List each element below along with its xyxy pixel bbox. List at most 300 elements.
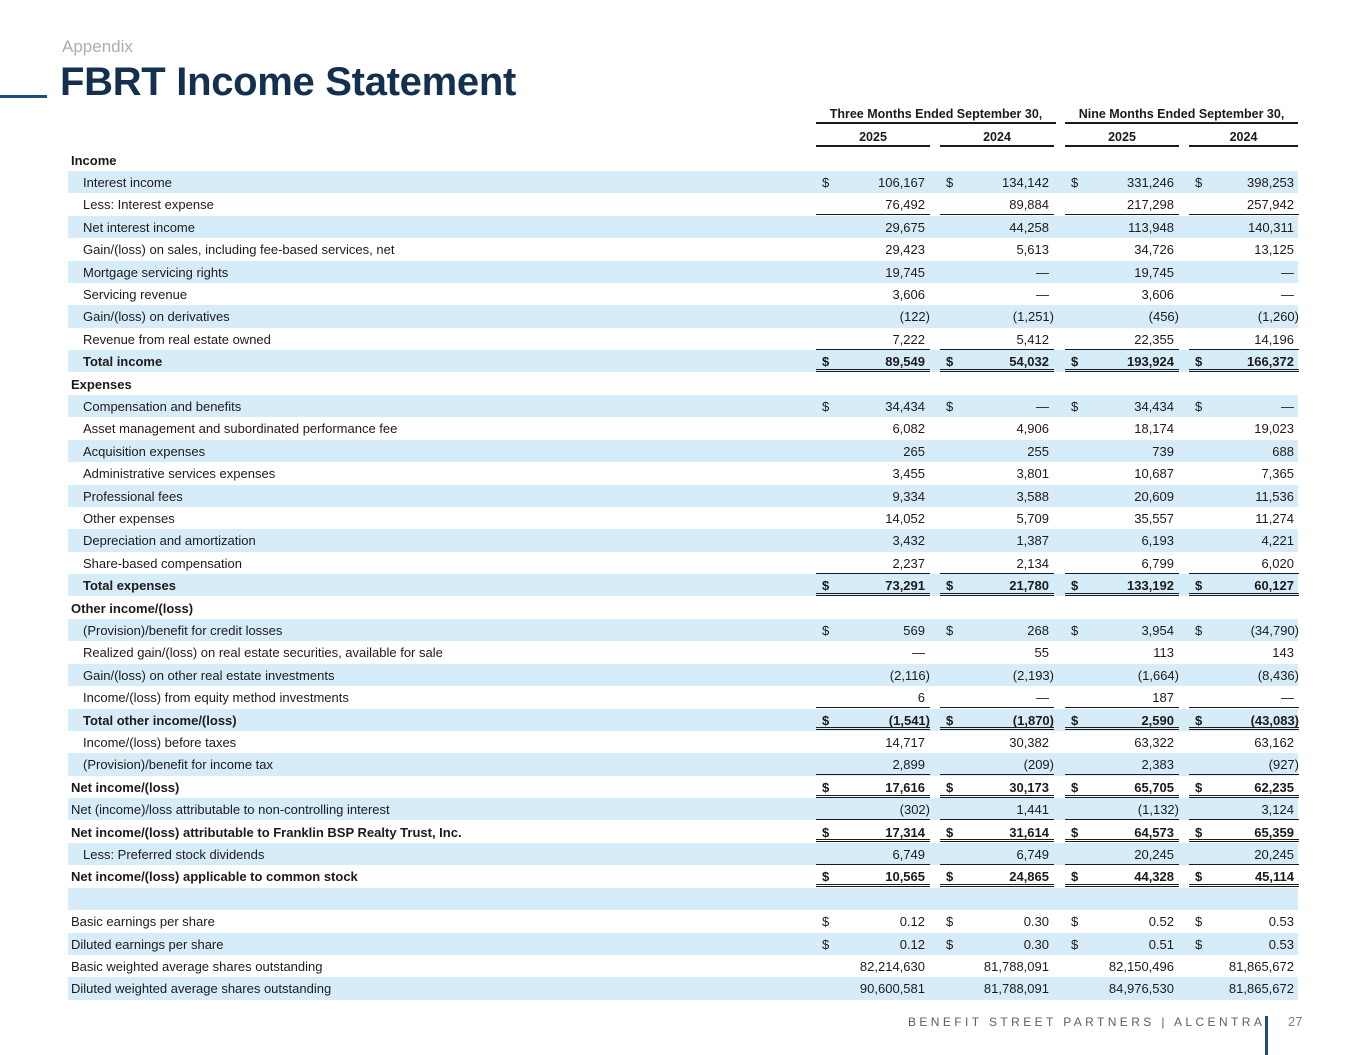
cell-value: 63,322 — [1134, 734, 1174, 750]
cell-value: 331,246 — [1127, 174, 1174, 190]
value-cell — [816, 641, 930, 663]
value-cell — [940, 440, 1054, 462]
cell-value: 2,899 — [892, 757, 925, 773]
value-cell — [1189, 664, 1299, 686]
page-number: 27 — [1288, 1014, 1303, 1029]
cell-value: 10,687 — [1134, 466, 1174, 482]
cell-value: 29,423 — [885, 242, 925, 258]
value-cell — [1189, 440, 1299, 462]
currency-symbol: $ — [1071, 578, 1079, 594]
cell-value: 45,114 — [1254, 869, 1294, 885]
cell-value: 19,745 — [1134, 264, 1174, 280]
cell-value: 5,613 — [1016, 242, 1049, 258]
value-cell — [1065, 417, 1179, 439]
cell-value: 7,222 — [892, 331, 925, 347]
row-label: (Provision)/benefit for income tax — [83, 757, 274, 773]
cell-value: 14,196 — [1254, 331, 1294, 347]
row-label: Net income/(loss) — [71, 779, 180, 795]
value-cell — [1189, 193, 1299, 215]
value-cell — [816, 910, 930, 932]
value-cell — [940, 395, 1054, 417]
value-cell — [816, 283, 930, 305]
cell-value: (34,790) — [1250, 622, 1299, 638]
value-cell — [1189, 529, 1299, 551]
value-cell — [1065, 977, 1179, 999]
value-cell — [940, 507, 1054, 529]
value-cell — [1065, 709, 1179, 731]
row-label: Diluted earnings per share — [71, 936, 224, 952]
table-row — [68, 865, 1298, 887]
value-cell — [1189, 216, 1299, 238]
cell-value: 81,788,091 — [983, 981, 1049, 997]
value-cell — [1189, 328, 1299, 350]
currency-symbol: $ — [822, 779, 830, 795]
value-cell — [816, 350, 930, 372]
section-label: Appendix — [62, 37, 133, 56]
value-cell — [940, 753, 1054, 775]
value-cell — [1189, 350, 1299, 372]
value-cell — [816, 417, 930, 439]
cell-value: 20,609 — [1134, 488, 1174, 504]
value-cell — [816, 821, 930, 843]
value-cell — [1189, 933, 1299, 955]
currency-symbol: $ — [1195, 578, 1203, 594]
cell-value: — — [1036, 286, 1049, 302]
cell-value: 134,142 — [1002, 174, 1049, 190]
value-cell — [816, 731, 930, 753]
row-label: Net (income)/loss attributable to non-controlling interest — [71, 802, 390, 818]
column-year-3: 2025 — [1108, 130, 1136, 144]
value-cell — [1065, 865, 1179, 887]
currency-symbol: $ — [1071, 914, 1079, 930]
value-cell — [1065, 731, 1179, 753]
value-cell — [1189, 238, 1299, 260]
value-cell — [816, 193, 930, 215]
cell-value: 10,565 — [885, 869, 925, 885]
cell-value: 0.12 — [899, 914, 925, 930]
cell-value: 6,020 — [1261, 555, 1294, 571]
value-cell — [816, 977, 930, 999]
value-cell — [940, 798, 1054, 820]
currency-symbol: $ — [1071, 354, 1079, 370]
currency-symbol: $ — [1071, 824, 1079, 840]
row-label: Basic earnings per share — [71, 914, 215, 930]
column-year-2: 2024 — [983, 130, 1011, 144]
column-group-three-months-underline — [816, 122, 1056, 124]
cell-value: 17,314 — [885, 824, 925, 840]
value-cell — [940, 552, 1054, 574]
value-cell — [1065, 193, 1179, 215]
section-header-row — [68, 149, 1298, 171]
cell-value: 3,124 — [1261, 802, 1294, 818]
cell-value: 2,383 — [1141, 757, 1174, 773]
currency-symbol: $ — [946, 779, 954, 795]
row-label: Compensation and benefits — [83, 398, 242, 414]
cell-value: 20,245 — [1254, 846, 1294, 862]
cell-value: 30,173 — [1009, 779, 1049, 795]
table-row — [68, 641, 1298, 663]
cell-value: 81,865,672 — [1228, 981, 1294, 997]
table-row — [68, 507, 1298, 529]
cell-value: 19,745 — [885, 264, 925, 280]
cell-value: (2,116) — [889, 667, 930, 683]
table-row — [68, 574, 1298, 596]
value-cell — [1189, 843, 1299, 865]
cell-value: 35,557 — [1134, 510, 1174, 526]
value-cell — [940, 977, 1054, 999]
cell-value: (1,132) — [1137, 802, 1179, 818]
cell-value: 84,976,530 — [1108, 981, 1174, 997]
cell-value: 2,237 — [892, 555, 925, 571]
column-year-2-underline — [940, 145, 1054, 147]
cell-value: 81,788,091 — [983, 958, 1049, 974]
table-row — [68, 440, 1298, 462]
cell-value: 13,125 — [1254, 242, 1294, 258]
value-cell — [1189, 641, 1299, 663]
currency-symbol: $ — [946, 578, 954, 594]
table-row — [68, 910, 1298, 932]
value-cell — [1189, 821, 1299, 843]
cell-value: 14,717 — [885, 734, 925, 750]
currency-symbol: $ — [1195, 712, 1203, 728]
value-cell — [816, 305, 930, 327]
value-cell — [1065, 798, 1179, 820]
cell-value: 18,174 — [1134, 421, 1174, 437]
value-cell — [816, 395, 930, 417]
cell-value: (1,541) — [888, 712, 930, 728]
currency-symbol: $ — [946, 622, 954, 638]
page-title: FBRT Income Statement — [60, 60, 516, 104]
table-row — [68, 216, 1298, 238]
value-cell — [816, 664, 930, 686]
table-row — [68, 238, 1298, 260]
value-cell — [1189, 619, 1299, 641]
cell-value: 6,749 — [1016, 846, 1049, 862]
cell-value: 0.52 — [1148, 914, 1174, 930]
cell-value: — — [1281, 286, 1294, 302]
table-row — [68, 328, 1298, 350]
row-label: Income/(loss) before taxes — [83, 734, 237, 750]
cell-value: 11,536 — [1255, 488, 1294, 504]
cell-value: (1,870) — [1012, 712, 1054, 728]
cell-value: 6,193 — [1141, 533, 1174, 549]
cell-value: 3,606 — [1141, 286, 1174, 302]
value-cell — [940, 574, 1054, 596]
value-cell — [816, 574, 930, 596]
cell-value: 569 — [903, 622, 925, 638]
row-label: Net income/(loss) attributable to Franklin BSP Realty Trust, Inc. — [71, 824, 462, 840]
spacer-row — [68, 888, 1298, 910]
value-cell — [1189, 552, 1299, 574]
value-cell — [1189, 753, 1299, 775]
cell-value: 9,334 — [892, 488, 925, 504]
cell-value: (1,251) — [1012, 309, 1054, 325]
value-cell — [1189, 507, 1299, 529]
value-cell — [1189, 485, 1299, 507]
cell-value: 255 — [1027, 443, 1049, 459]
cell-value: — — [912, 645, 925, 661]
row-label: Total other income/(loss) — [83, 712, 237, 728]
cell-value: 11,274 — [1255, 510, 1294, 526]
cell-value: 0.12 — [899, 936, 925, 952]
value-cell — [940, 843, 1054, 865]
table-row — [68, 462, 1298, 484]
table-row — [68, 686, 1298, 708]
currency-symbol: $ — [1195, 936, 1203, 952]
currency-symbol: $ — [1071, 712, 1079, 728]
table-row — [68, 305, 1298, 327]
value-cell — [1189, 283, 1299, 305]
cell-value: 217,298 — [1127, 197, 1174, 213]
value-cell — [816, 328, 930, 350]
value-cell — [1189, 776, 1299, 798]
row-label: Gain/(loss) on derivatives — [83, 309, 230, 325]
cell-value: 4,906 — [1016, 421, 1049, 437]
cell-value: (456) — [1148, 309, 1179, 325]
currency-symbol: $ — [1071, 936, 1079, 952]
column-group-nine-months-underline — [1065, 122, 1298, 124]
value-cell — [816, 485, 930, 507]
value-cell — [1065, 664, 1179, 686]
table-row — [68, 798, 1298, 820]
value-cell — [940, 664, 1054, 686]
section-header-row — [68, 373, 1298, 395]
value-cell — [1189, 305, 1299, 327]
currency-symbol: $ — [946, 824, 954, 840]
value-cell — [1065, 641, 1179, 663]
value-cell — [940, 910, 1054, 932]
column-group-nine-months: Nine Months Ended September 30, — [1078, 107, 1285, 121]
currency-symbol: $ — [822, 936, 830, 952]
cell-value: (122) — [899, 309, 930, 325]
cell-value: 0.51 — [1148, 936, 1174, 952]
row-label: (Provision)/benefit for credit losses — [83, 622, 283, 638]
row-label: Income — [71, 152, 117, 168]
currency-symbol: $ — [822, 869, 830, 885]
cell-value: 6,799 — [1141, 555, 1174, 571]
value-cell — [816, 462, 930, 484]
row-label: Net interest income — [83, 219, 195, 235]
value-cell — [1065, 843, 1179, 865]
cell-value: 398,253 — [1247, 174, 1294, 190]
value-cell — [816, 507, 930, 529]
value-cell — [940, 193, 1054, 215]
value-cell — [940, 238, 1054, 260]
cell-value: 90,600,581 — [859, 981, 925, 997]
value-cell — [816, 933, 930, 955]
value-cell — [1065, 910, 1179, 932]
currency-symbol: $ — [1071, 869, 1079, 885]
currency-symbol: $ — [946, 398, 954, 414]
table-row — [68, 395, 1298, 417]
value-cell — [1065, 529, 1179, 551]
table-row — [68, 731, 1298, 753]
value-cell — [816, 709, 930, 731]
row-label: Administrative services expenses — [83, 466, 276, 482]
row-label: Total expenses — [83, 578, 176, 594]
currency-symbol: $ — [946, 712, 954, 728]
table-row — [68, 664, 1298, 686]
value-cell — [1189, 171, 1299, 193]
cell-value: 89,549 — [885, 354, 925, 370]
value-cell — [940, 261, 1054, 283]
column-group-three-months: Three Months Ended September 30, — [829, 107, 1043, 121]
value-cell — [816, 865, 930, 887]
value-cell — [940, 709, 1054, 731]
value-cell — [1065, 440, 1179, 462]
table-row — [68, 843, 1298, 865]
value-cell — [816, 753, 930, 775]
row-label: Realized gain/(loss) on real estate securities, available for sale — [83, 645, 443, 661]
value-cell — [1065, 283, 1179, 305]
currency-symbol: $ — [1195, 824, 1203, 840]
row-label: Less: Interest expense — [83, 197, 214, 213]
value-cell — [1065, 552, 1179, 574]
value-cell — [816, 238, 930, 260]
row-label: Other expenses — [83, 510, 175, 526]
currency-symbol: $ — [946, 869, 954, 885]
cell-value: 106,167 — [878, 174, 925, 190]
cell-value: (2,193) — [1012, 667, 1054, 683]
value-cell — [816, 776, 930, 798]
table-row — [68, 350, 1298, 372]
table-row — [68, 821, 1298, 843]
currency-symbol: $ — [1071, 174, 1079, 190]
value-cell — [940, 529, 1054, 551]
currency-symbol: $ — [822, 712, 830, 728]
cell-value: 64,573 — [1134, 824, 1174, 840]
cell-value: 3,801 — [1016, 466, 1049, 482]
value-cell — [940, 821, 1054, 843]
cell-value: 7,365 — [1261, 466, 1294, 482]
cell-value: 3,954 — [1141, 622, 1174, 638]
row-label: Total income — [83, 354, 163, 370]
table-row — [68, 552, 1298, 574]
value-cell — [940, 955, 1054, 977]
cell-value: 22,355 — [1134, 331, 1174, 347]
value-cell — [1189, 910, 1299, 932]
cell-value: 140,311 — [1247, 219, 1294, 235]
cell-value: 3,455 — [892, 466, 925, 482]
cell-value: 143 — [1272, 645, 1294, 661]
value-cell — [1065, 216, 1179, 238]
cell-value: 739 — [1152, 443, 1174, 459]
value-cell — [940, 462, 1054, 484]
value-cell — [1189, 261, 1299, 283]
row-label: Diluted weighted average shares outstanding — [71, 981, 332, 997]
value-cell — [940, 933, 1054, 955]
row-label: Gain/(loss) on other real estate investments — [83, 667, 335, 683]
currency-symbol: $ — [1195, 869, 1203, 885]
cell-value: (8,436) — [1257, 667, 1299, 683]
row-label: Share-based compensation — [83, 555, 242, 571]
cell-value: 0.53 — [1268, 936, 1294, 952]
cell-value: 29,675 — [885, 219, 925, 235]
cell-value: — — [1281, 398, 1294, 414]
cell-value: 62,235 — [1254, 779, 1294, 795]
cell-value: — — [1036, 690, 1049, 706]
cell-value: 44,328 — [1134, 869, 1174, 885]
value-cell — [1189, 395, 1299, 417]
value-cell — [1065, 507, 1179, 529]
row-label: Revenue from real estate owned — [83, 331, 271, 347]
cell-value: (209) — [1023, 757, 1054, 773]
value-cell — [1189, 417, 1299, 439]
value-cell — [940, 216, 1054, 238]
value-cell — [1065, 955, 1179, 977]
row-label: Expenses — [71, 376, 132, 392]
row-label: Interest income — [83, 174, 172, 190]
currency-symbol: $ — [822, 354, 830, 370]
value-cell — [816, 955, 930, 977]
value-cell — [940, 619, 1054, 641]
row-label: Gain/(loss) on sales, including fee-based services, net — [83, 242, 395, 258]
row-label: Less: Preferred stock dividends — [83, 846, 265, 862]
value-cell — [1189, 686, 1299, 708]
cell-value: 21,780 — [1009, 578, 1049, 594]
cell-value: 0.53 — [1268, 914, 1294, 930]
value-cell — [940, 283, 1054, 305]
cell-value: 3,588 — [1016, 488, 1049, 504]
cell-value: — — [1036, 264, 1049, 280]
cell-value: 1,387 — [1016, 533, 1049, 549]
cell-value: 60,127 — [1254, 578, 1294, 594]
value-cell — [1065, 821, 1179, 843]
cell-value: 81,865,672 — [1228, 958, 1294, 974]
currency-symbol: $ — [946, 914, 954, 930]
cell-value: 113,948 — [1127, 219, 1174, 235]
value-cell — [1189, 798, 1299, 820]
value-cell — [816, 171, 930, 193]
cell-value: 187 — [1152, 690, 1174, 706]
value-cell — [816, 552, 930, 574]
footer-brand: BENEFIT STREET PARTNERS | ALCENTRA — [908, 1015, 1266, 1029]
cell-value: 65,705 — [1134, 779, 1174, 795]
cell-value: 73,291 — [885, 578, 925, 594]
row-label: Asset management and subordinated performance fee — [83, 421, 398, 437]
currency-symbol: $ — [822, 174, 830, 190]
cell-value: 14,052 — [885, 510, 925, 526]
cell-value: 54,032 — [1009, 354, 1049, 370]
currency-symbol: $ — [822, 824, 830, 840]
cell-value: 193,924 — [1127, 354, 1174, 370]
value-cell — [1065, 686, 1179, 708]
table-row — [68, 776, 1298, 798]
cell-value: 82,214,630 — [859, 958, 925, 974]
cell-value: 166,372 — [1247, 354, 1294, 370]
cell-value: 688 — [1272, 443, 1294, 459]
cell-value: 82,150,496 — [1108, 958, 1174, 974]
cell-value: 6,082 — [892, 421, 925, 437]
table-row — [68, 485, 1298, 507]
column-year-1: 2025 — [859, 130, 887, 144]
cell-value: 89,884 — [1009, 197, 1049, 213]
value-cell — [816, 686, 930, 708]
row-label: Basic weighted average shares outstanding — [71, 958, 323, 974]
cell-value: 5,412 — [1016, 331, 1049, 347]
cell-value: 34,434 — [1134, 398, 1174, 414]
currency-symbol: $ — [1071, 398, 1079, 414]
cell-value: (43,083) — [1250, 712, 1299, 728]
table-row — [68, 933, 1298, 955]
cell-value: 6,749 — [892, 846, 925, 862]
value-cell — [940, 417, 1054, 439]
currency-symbol: $ — [946, 354, 954, 370]
cell-value: 268 — [1027, 622, 1049, 638]
table-row — [68, 283, 1298, 305]
currency-symbol: $ — [822, 578, 830, 594]
currency-symbol: $ — [1195, 622, 1203, 638]
